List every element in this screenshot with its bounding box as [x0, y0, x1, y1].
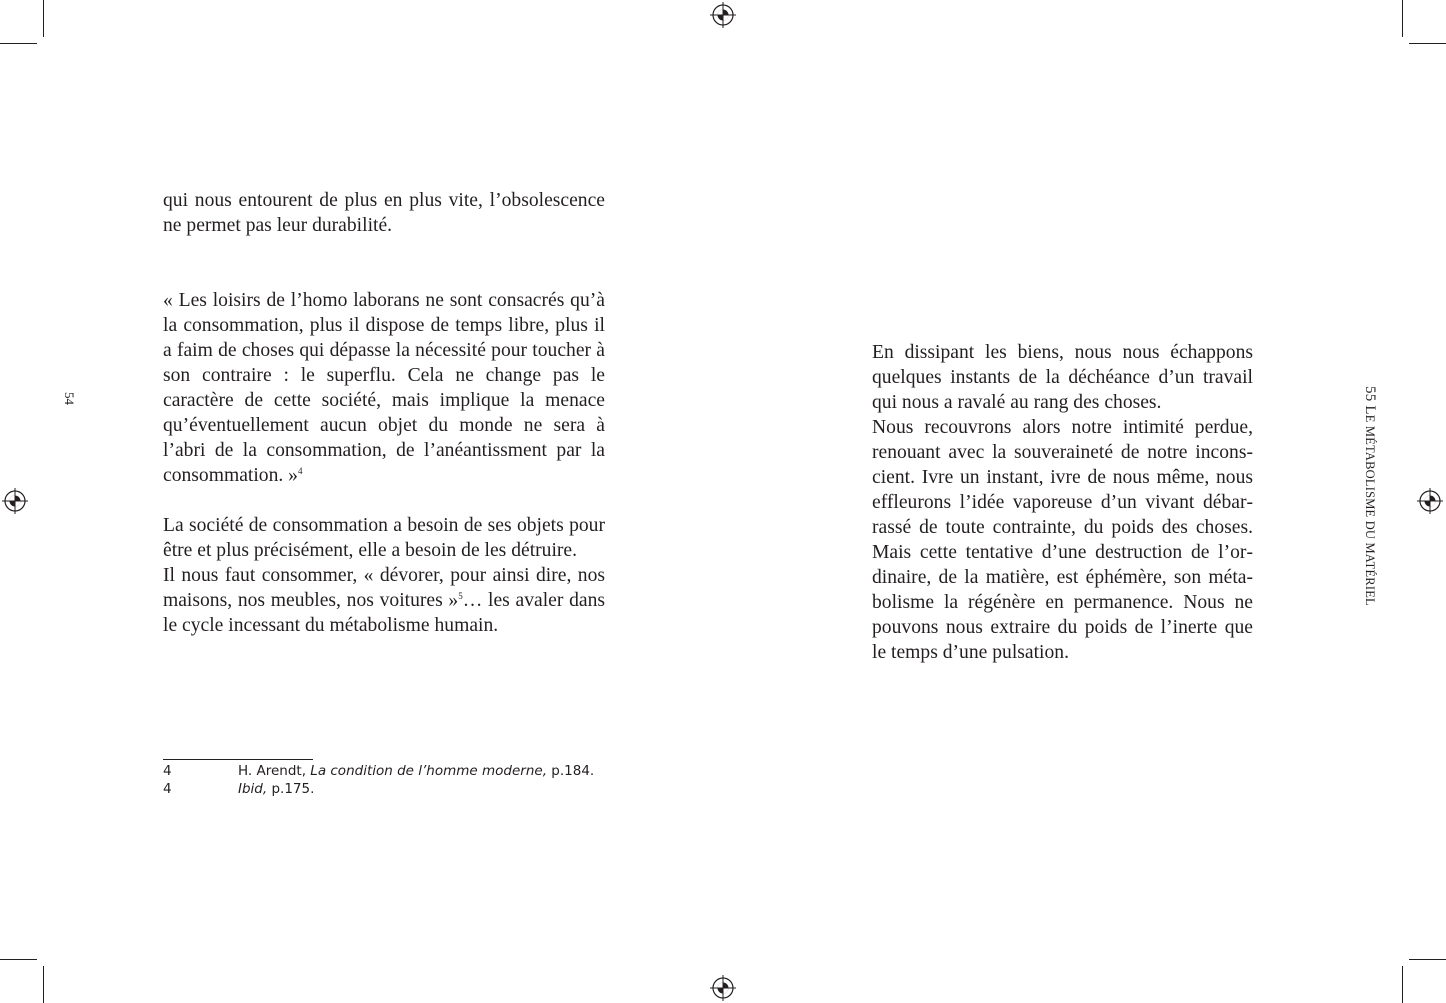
- paragraph-devour: [163, 563, 605, 638]
- right-page-body: [872, 340, 1253, 665]
- paragraph-devour-end: … les avaler dans le cycle incessant du métabolisme humain.: [163, 590, 605, 636]
- quote-text: « Les loisirs de l’homo laborans ne sont consacrés qu’à la consommation, plus il dispose de temps libre, plus il a faim de choses qui dépasse la nécessité pour toucher à son contraire : le superflu. Cela ne change pas le caractère de cette société, mais implique la menace qu’éventuellement aucun objet du monde ne sera à l’abri de la consommation, de l’anéantissment par la consommation. »: [163, 290, 605, 486]
- crop-mark-icon: [43, 0, 44, 37]
- footnote-text: [238, 780, 314, 798]
- paragraph-dissipating-goods: En dissipant les biens, nous nous échappons quelques instants de la déchéance d’un travail qui nous a ravalé au rang des choses.: [872, 342, 1253, 413]
- crop-mark-icon: [1409, 959, 1446, 960]
- footnote-number: 4: [163, 763, 172, 779]
- footnote-text: [238, 762, 594, 780]
- crop-mark-icon: [1402, 966, 1403, 1003]
- footnote-title: La condition de l’homme moderne,: [310, 763, 548, 779]
- crop-mark-icon: [1402, 0, 1403, 37]
- paragraph-devour-start: Il nous faut consommer, « dévorer, pour ainsi dire, nos maisons, nos meubles, nos voitures »: [163, 565, 605, 611]
- arendt-quote: [163, 288, 605, 488]
- registration-target-icon: [2, 488, 28, 514]
- footnote-ref-5[interactable]: 5: [458, 591, 463, 601]
- paragraph-consumer-society: La société de consommation a besoin de ses objets pour être et plus précisément, elle a besoin de les détruire.: [163, 515, 605, 561]
- paragraph-obsolescence: qui nous entourent de plus en plus vite, l’obsolescence ne permet pas leur durabilité.: [163, 190, 605, 236]
- footnote-page: p.175.: [267, 781, 315, 797]
- left-page-body: [163, 188, 605, 638]
- crop-mark-icon: [43, 966, 44, 1003]
- footnote-author: H. Arendt,: [238, 763, 311, 779]
- crop-mark-icon: [0, 43, 37, 44]
- registration-target-icon: [1417, 488, 1443, 514]
- footnote-page: p.184.: [547, 763, 595, 779]
- page-number-right: 55: [1362, 386, 1378, 402]
- footnote-title: Ibid,: [238, 781, 268, 797]
- footnote-number: 4: [163, 781, 172, 797]
- crop-mark-icon: [1409, 43, 1446, 44]
- registration-target-icon: [710, 975, 736, 1001]
- crop-mark-icon: [0, 959, 37, 960]
- paragraph-lost-intimacy: Nous recouvrons alors notre intimité perdue, renouant avec la souveraineté de notre inconscient. Ivre un instant, ivre de nous même, nous effleurons l’idée vaporeuse d’un vivant débarrassé de toute contrainte, du poids des choses. Mais cette tentative d’une destruction de l’ordinaire, de la matière, est éphémère, son métabolisme la régénère en permanence. Nous ne pouvons nous extraire du poids de l’inerte que le temps d’une pulsation.: [872, 417, 1253, 663]
- running-head: [1362, 386, 1378, 606]
- registration-target-icon: [710, 2, 736, 28]
- footnote-item: [163, 762, 643, 780]
- footnote-divider: [163, 759, 313, 760]
- page-number-left: 54: [62, 392, 77, 405]
- chapter-title: E MÉTABOLISME DU MATÉRIEL: [1363, 414, 1377, 606]
- footnotes: [163, 762, 643, 798]
- chapter-title-initial: L: [1362, 405, 1378, 415]
- footnote-ref-4[interactable]: 4: [297, 466, 303, 476]
- footnote-item: [163, 780, 643, 798]
